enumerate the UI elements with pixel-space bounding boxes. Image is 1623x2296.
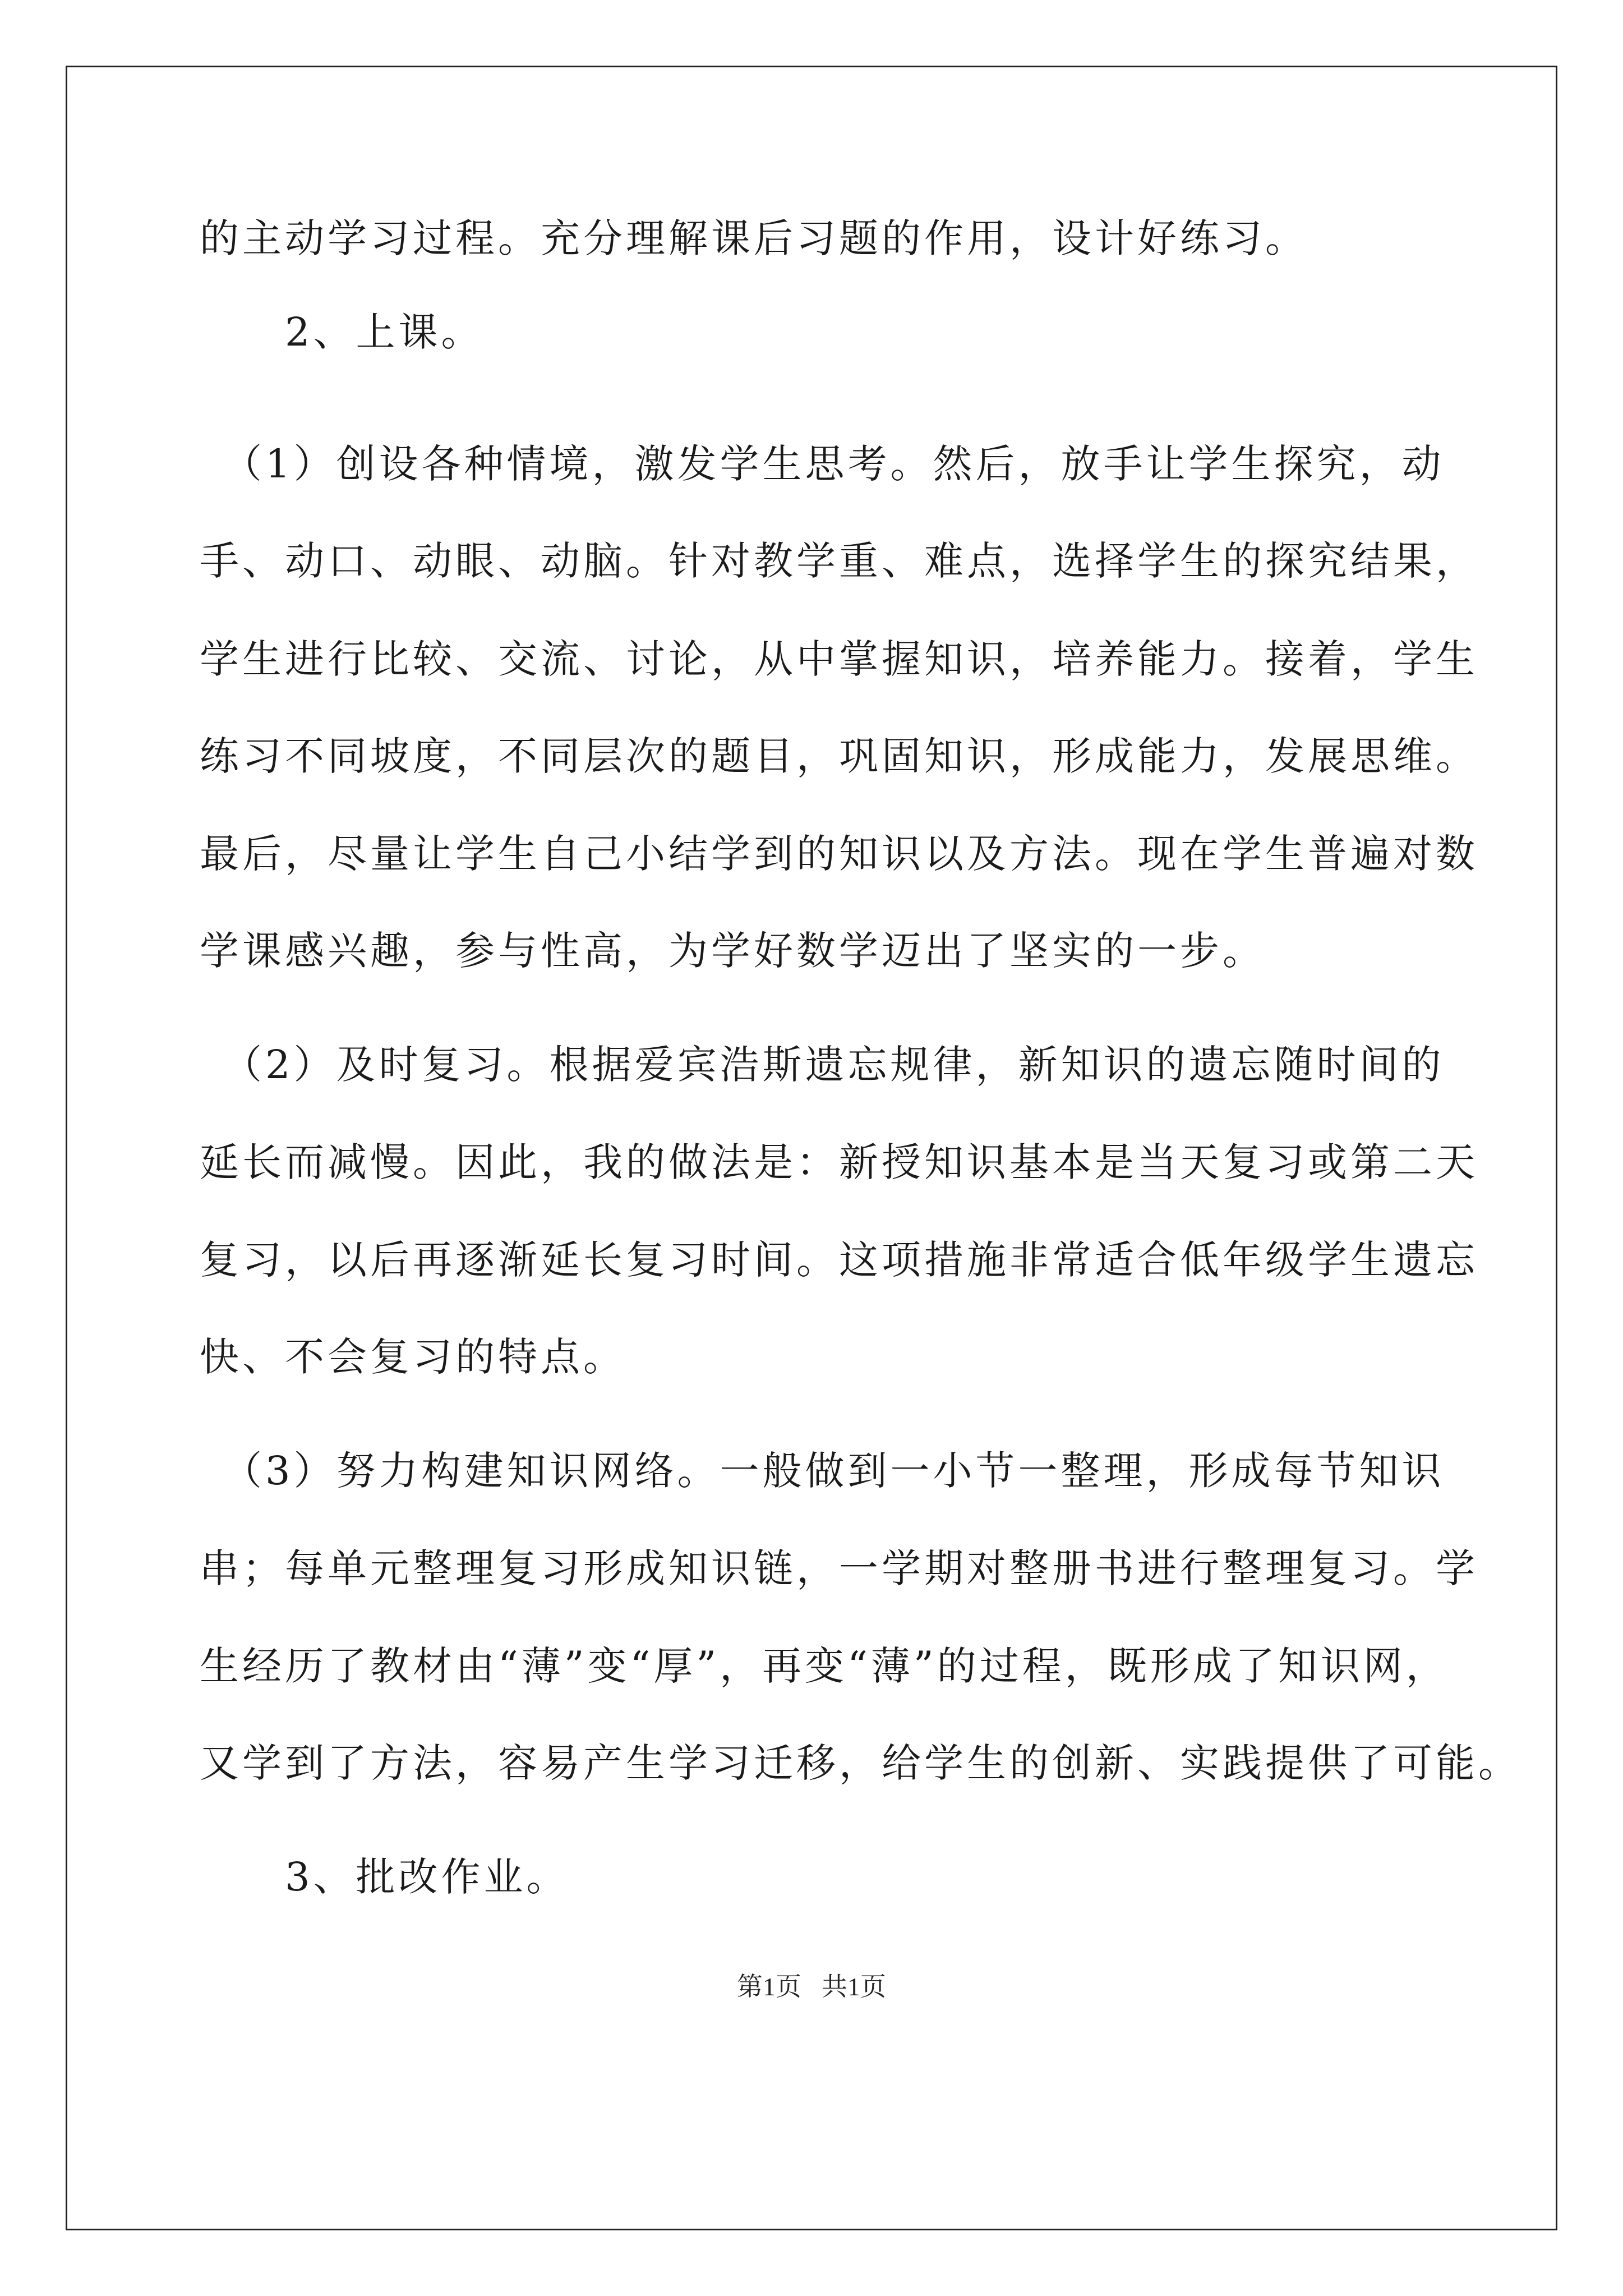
text-line: 学课感兴趣，参与性高，为学好数学迈出了坚实的一步。 bbox=[200, 928, 1265, 974]
text-line: 2、上课。 bbox=[200, 309, 484, 355]
text-line: 又学到了方法，容易产生学习迁移，给学生的创新、实践提供了可能。 bbox=[200, 1740, 1521, 1786]
text-line: 最后，尽量让学生自己小结学到的知识以及方法。现在学生普遍对数 bbox=[200, 831, 1478, 877]
text-line: 串；每单元整理复习形成知识链，一学期对整册书进行整理复习。学 bbox=[200, 1545, 1478, 1591]
text-line: 练习不同坡度，不同层次的题目，巩固知识，形成能力，发展思维。 bbox=[200, 733, 1478, 779]
text-line: 生经历了教材由“薄”变“厚”，再变“薄”的过程，既形成了知识网， bbox=[200, 1643, 1449, 1689]
page-number: 第1页 bbox=[737, 1972, 801, 2001]
text-line: 学生进行比较、交流、讨论，从中掌握知识，培养能力。接着，学生 bbox=[200, 636, 1478, 682]
text-line: 复习，以后再逐渐延长复习时间。这项措施非常适合低年级学生遗忘 bbox=[200, 1237, 1478, 1283]
page-total: 共1页 bbox=[822, 1972, 886, 2001]
text-line: （2）及时复习。根据爱宾浩斯遗忘规律，新知识的遗忘随时间的 bbox=[200, 1042, 1445, 1088]
text-line: 的主动学习过程。充分理解课后习题的作用，设计好练习。 bbox=[200, 215, 1308, 261]
text-line: （1）创设各种情境，激发学生思考。然后，放手让学生探究，动 bbox=[200, 441, 1445, 487]
page-footer bbox=[0, 1970, 1623, 2004]
text-line: 延长而减慢。因此，我的做法是：新授知识基本是当天复习或第二天 bbox=[200, 1139, 1478, 1185]
text-line: 3、批改作业。 bbox=[200, 1854, 569, 1900]
text-line: 快、不会复习的特点。 bbox=[200, 1334, 626, 1380]
text-line: （3）努力构建知识网络。一般做到一小节一整理，形成每节知识 bbox=[200, 1448, 1445, 1494]
text-line: 手、动口、动眼、动脑。针对教学重、难点，选择学生的探究结果， bbox=[200, 538, 1478, 584]
